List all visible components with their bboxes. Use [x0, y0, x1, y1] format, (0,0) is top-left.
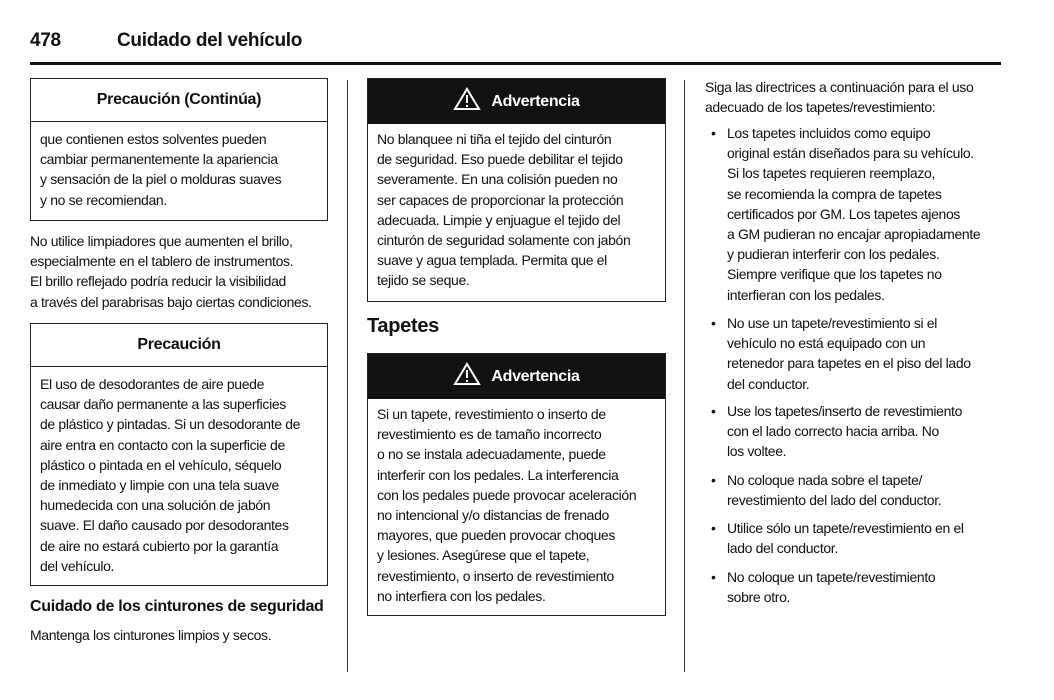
text-line: No utilice limpiadores que aumenten el brillo,	[30, 233, 293, 249]
text-line: revestimiento es de tamaño incorrecto	[377, 426, 602, 443]
section-heading-tapetes: Tapetes	[367, 315, 440, 337]
bullet-icon: •	[711, 472, 716, 488]
text-line: Utilice sólo un tapete/revestimiento en el	[727, 520, 964, 536]
text-line: los voltee.	[727, 443, 787, 460]
bullet-item	[711, 518, 964, 558]
warning-title: Advertencia	[491, 92, 580, 110]
caution-text	[40, 129, 281, 210]
section-text: Mantenga los cinturones limpios y secos.	[30, 627, 272, 643]
text-line: severamente. En una colisión pueden no	[377, 171, 618, 188]
warning-box	[367, 353, 666, 616]
text-line: aire entra en contacto con la superficie de	[40, 436, 285, 453]
bullet-item	[711, 470, 942, 510]
column-divider	[347, 80, 348, 672]
text-line: especialmente en el tablero de instrumentos.	[30, 253, 294, 270]
text-line: del vehículo.	[40, 557, 115, 574]
intro-paragraph	[705, 77, 973, 117]
bullet-icon: •	[711, 315, 716, 331]
text-line: El uso de desodorantes de aire puede	[40, 376, 265, 392]
header-rule	[30, 62, 1001, 65]
bullet-item	[711, 313, 971, 394]
text-line: de plástico y pintadas. Si un desodorante de	[40, 416, 301, 433]
text-line: no intencional y/o distancias de frenado	[377, 507, 609, 524]
text-line: adecuada. Limpie y enjuague el tejido del	[377, 211, 621, 228]
section-heading: Cuidado de los cinturones de seguridad	[30, 598, 324, 615]
caution-text	[40, 374, 300, 576]
text-line: del conductor.	[727, 375, 810, 392]
warning-title: Advertencia	[491, 367, 580, 385]
text-line: a GM pudieran no encajar apropiadamente	[727, 226, 981, 243]
bullet-icon: •	[711, 403, 716, 419]
warning-text	[377, 404, 636, 606]
caution-box	[30, 323, 328, 586]
brightness-paragraph	[30, 231, 312, 312]
text-line: certificados por GM. Los tapetes ajenos	[727, 205, 961, 222]
text-line: suave y agua templada. Permita que el	[377, 252, 607, 269]
text-line: de inmediato y limpie con una tela suave	[40, 477, 279, 494]
text-line: ser capaces de proporcionar la protección	[377, 191, 624, 208]
section-title: Cuidado del vehículo	[117, 30, 303, 51]
bullet-icon: •	[711, 520, 716, 536]
text-line: Si los tapetes requieren reemplazo,	[727, 165, 935, 182]
text-line: y no se recomiendan.	[40, 191, 167, 208]
text-line: sobre otro.	[727, 589, 791, 606]
text-line: de aire no estará cubierto por la garantía	[40, 537, 279, 554]
warning-triangle-icon	[453, 87, 481, 116]
text-line: Siempre verifique que los tapetes no	[727, 266, 942, 283]
text-line: con los pedales puede provocar aceleración	[377, 486, 637, 503]
warning-text	[377, 129, 630, 291]
text-line: No coloque nada sobre el tapete/	[727, 472, 923, 488]
text-line: lado del conductor.	[727, 540, 838, 557]
text-line: humedecida con una solución de jabón	[40, 497, 271, 514]
text-line: revestimiento, o inserto de revestimiento	[377, 567, 614, 584]
text-line: mayores, que pueden provocar choques	[377, 527, 616, 544]
text-line: o no se instala adecuadamente, puede	[377, 446, 606, 463]
text-line: causar daño permanente a las superficies	[40, 396, 286, 413]
bullet-icon: •	[711, 569, 716, 585]
column-divider	[684, 80, 685, 672]
text-line: cambiar permanentemente la apariencia	[40, 151, 278, 168]
warning-box	[367, 78, 666, 302]
text-line: y pudieran interferir con los pedales.	[727, 246, 940, 263]
text-line: y lesiones. Asegúrese que el tapete,	[377, 547, 590, 564]
text-line: no interfiera con los pedales.	[377, 587, 546, 604]
text-line: cinturón de seguridad solamente con jabón	[377, 232, 631, 249]
text-line: Use los tapetes/inserto de revestimiento	[727, 403, 963, 419]
text-line: de seguridad. Eso puede debilitar el tejido	[377, 151, 623, 168]
text-line: plástico o pintada en el vehículo, séquelo	[40, 456, 282, 473]
bullet-item	[711, 567, 936, 607]
text-line: tejido se seque.	[377, 272, 470, 289]
text-line: suave. El daño causado por desodorantes	[40, 517, 289, 534]
text-line: adecuado de los tapetes/revestimiento:	[705, 99, 936, 116]
text-line: Los tapetes incluidos como equipo	[727, 125, 931, 141]
warning-triangle-icon	[453, 362, 481, 391]
bullet-item	[711, 123, 981, 305]
text-line: No coloque un tapete/revestimiento	[727, 569, 936, 585]
text-line: retenedor para tapetes en el piso del lado	[727, 355, 971, 372]
text-line: original están diseñados para su vehículo.	[727, 145, 974, 162]
caution-box-continued	[30, 78, 328, 221]
bullet-icon: •	[711, 125, 716, 141]
text-line: interferir con los pedales. La interferencia	[377, 466, 619, 483]
text-line: que contienen estos solventes pueden	[40, 131, 267, 147]
text-line: Si un tapete, revestimiento o inserto de	[377, 406, 606, 422]
text-line: interfieran con los pedales.	[727, 286, 885, 303]
caution-title: Precaución	[31, 324, 327, 367]
caution-title: Precaución (Continúa)	[31, 79, 327, 122]
warning-header	[368, 354, 665, 399]
text-line: se recomienda la compra de tapetes	[727, 185, 942, 202]
text-line: con el lado correcto hacia arriba. No	[727, 423, 939, 440]
warning-header	[368, 79, 665, 124]
text-line: El brillo reflejado podría reducir la visibilidad	[30, 273, 286, 290]
text-line: revestimiento del lado del conductor.	[727, 492, 942, 509]
page-number: 478	[30, 30, 61, 51]
text-line: No blanquee ni tiña el tejido del cinturón	[377, 131, 612, 147]
text-line: Siga las directrices a continuación para el uso	[705, 79, 974, 95]
text-line: No use un tapete/revestimiento si el	[727, 315, 937, 331]
text-line: vehículo no está equipado con un	[727, 335, 926, 352]
bullet-item	[711, 401, 963, 462]
text-line: y sensación de la piel o molduras suaves	[40, 171, 282, 188]
text-line: a través del parabrisas bajo ciertas condiciones.	[30, 293, 312, 310]
